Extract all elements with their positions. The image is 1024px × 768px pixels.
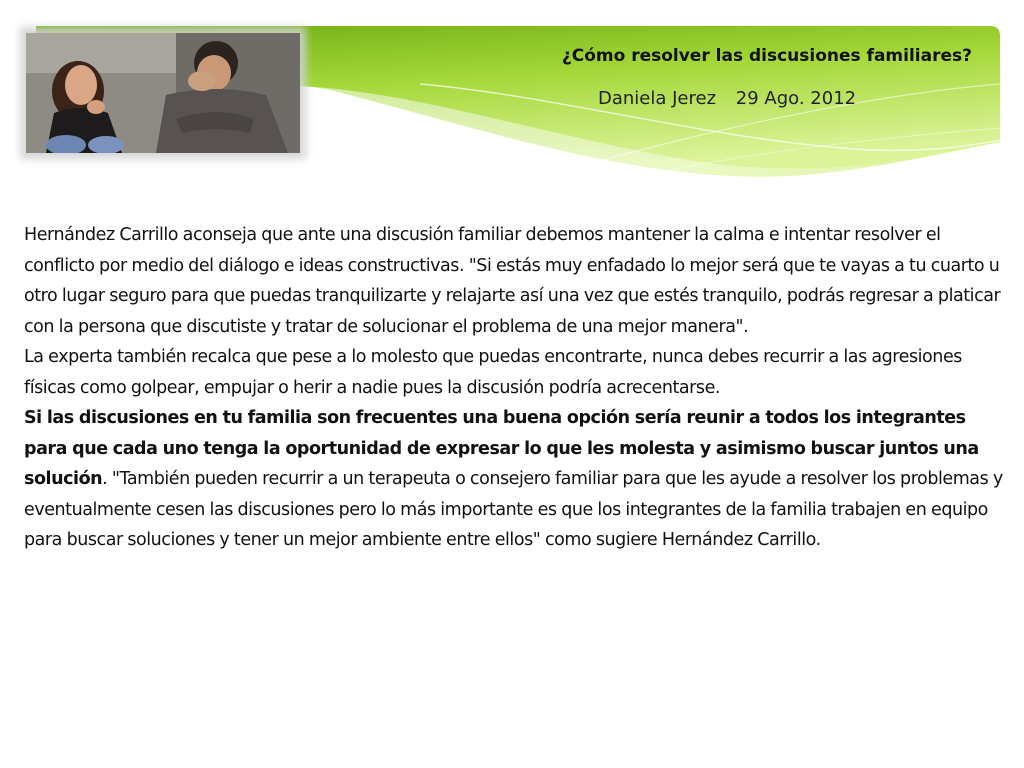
paragraph-family-meeting xyxy=(24,403,1009,556)
page-title: ¿Cómo resolver las discusiones familiares? xyxy=(561,46,972,66)
byline xyxy=(598,88,856,109)
paragraph-conclusion: . "También pueden recurrir a un terapeuta o consejero familiar para que les ayude a resolver los problemas y eventualmente cesen las discusiones pero lo más importante es que los integrantes de la familia trabajen en equipo para buscar soluciones y tener un mejor ambiente entre ellos" como sugiere Hernández Carrillo. xyxy=(24,469,1003,550)
article-body xyxy=(24,220,1009,556)
two-people-sad-photo xyxy=(26,33,300,153)
publish-date: 29 Ago. 2012 xyxy=(735,88,857,109)
paragraph-advice: Hernández Carrillo aconseja que ante una discusión familiar debemos mantener la calma e intentar resolver el conflicto por medio del diálogo e ideas constructivas. "Si estás muy enfadado lo mejor será que te vayas a tu cuarto u otro lugar seguro para que puedas tranquilizarte y relajarte así una vez que estés tranquilo, podrás regresar a platicar con la persona que discutiste y tratar de solucionar el problema de una mejor manera". xyxy=(24,225,1001,337)
author-name: Daniela Jerez xyxy=(598,88,717,109)
paragraph-expert: La experta también recalca que pese a lo molesto que puedas encontrarte, nunca debes recurrir a las agresiones físicas como golpear, empujar o herir a nadie pues la discusión podría acrecentarse. xyxy=(24,347,962,398)
paragraph-emphasis: Si las discusiones en tu familia son frecuentes una buena opción sería reunir a todos los integrantes para que cada uno tenga la oportunidad de expresar lo que les molesta y asimismo buscar juntos una solución xyxy=(24,408,979,489)
